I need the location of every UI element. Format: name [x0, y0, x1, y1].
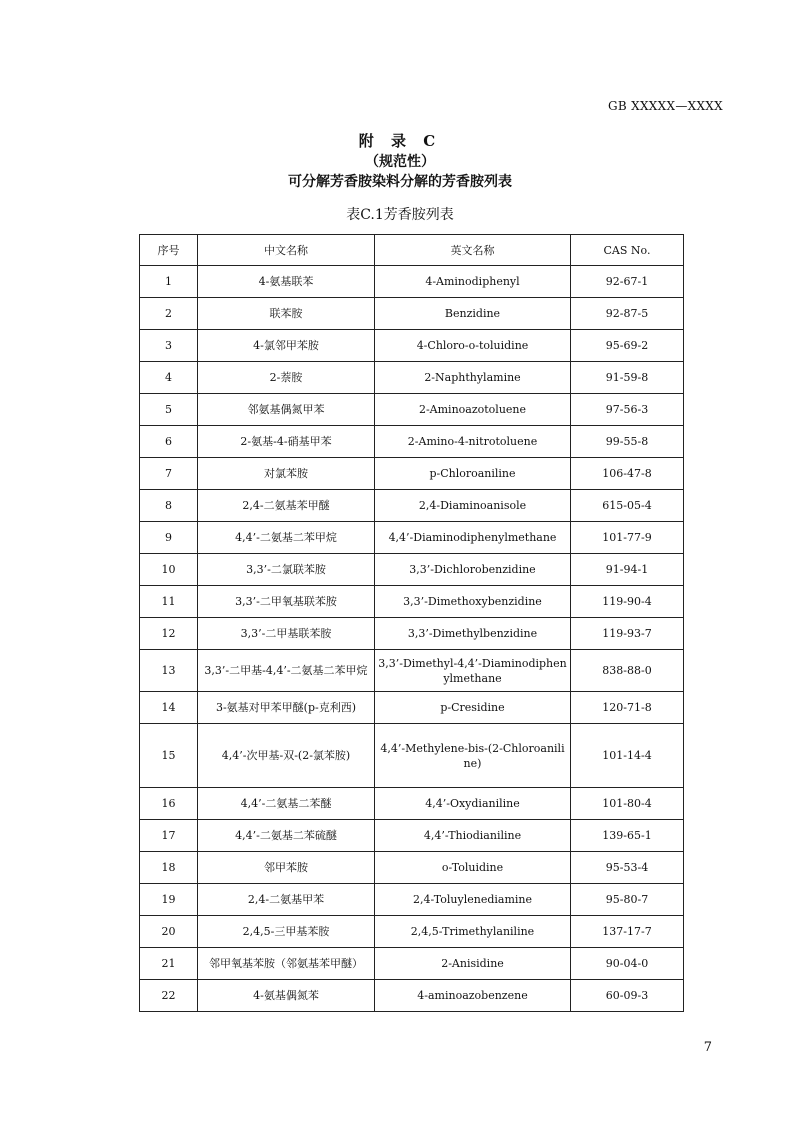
cell-no: 4	[140, 362, 198, 394]
cell-en-name: 3,3’-Dimethyl-4,4’-Diaminodiphenylmethane	[375, 650, 571, 692]
cell-cn-name: 联苯胺	[198, 298, 375, 330]
page-number: 7	[703, 1040, 712, 1055]
cell-cn-name: 4,4’-次甲基-双-(2-氯苯胺)	[198, 724, 375, 788]
cell-cn-name: 2-氨基-4-硝基甲苯	[198, 426, 375, 458]
cell-cas: 92-67-1	[571, 266, 684, 298]
cell-cas: 120-71-8	[571, 692, 684, 724]
appendix-type: （规范性）	[365, 154, 435, 170]
table-row	[140, 980, 684, 1012]
column-header-en-name: 英文名称	[375, 235, 571, 266]
cell-en-name: 4-aminoazobenzene	[375, 980, 571, 1012]
cell-cn-name: 3,3’-二氯联苯胺	[198, 554, 375, 586]
table-row	[140, 522, 684, 554]
cell-cas: 838-88-0	[571, 650, 684, 692]
cell-cn-name: 2,4-二氨基苯甲醚	[198, 490, 375, 522]
cell-no: 20	[140, 916, 198, 948]
column-header-no: 序号	[140, 235, 198, 266]
cell-cn-name: 3-氨基对甲苯甲醚(p-克利西)	[198, 692, 375, 724]
cell-no: 12	[140, 618, 198, 650]
column-header-cn-name: 中文名称	[198, 235, 375, 266]
cell-no: 9	[140, 522, 198, 554]
cell-en-name: 4,4’-Methylene-bis-(2-Chloroaniline)	[375, 724, 571, 788]
table-row	[140, 852, 684, 884]
table-row	[140, 820, 684, 852]
cell-no: 5	[140, 394, 198, 426]
cell-no: 3	[140, 330, 198, 362]
table-row	[140, 618, 684, 650]
cell-cn-name: 4,4’-二氨基二苯醚	[198, 788, 375, 820]
cell-cas: 137-17-7	[571, 916, 684, 948]
cell-cn-name: 2-萘胺	[198, 362, 375, 394]
cell-en-name: 4,4’-Diaminodiphenylmethane	[375, 522, 571, 554]
cell-en-name: 4-Aminodiphenyl	[375, 266, 571, 298]
table-row	[140, 692, 684, 724]
cell-cn-name: 4-氨基联苯	[198, 266, 375, 298]
table-row	[140, 884, 684, 916]
cell-en-name: 2-Anisidine	[375, 948, 571, 980]
cell-no: 15	[140, 724, 198, 788]
cell-en-name: o-Toluidine	[375, 852, 571, 884]
cell-cas: 95-80-7	[571, 884, 684, 916]
column-header-cas: CAS No.	[571, 235, 684, 266]
table-row	[140, 458, 684, 490]
cell-cn-name: 4,4’-二氨基二苯硫醚	[198, 820, 375, 852]
cell-cn-name: 4,4’-二氨基二苯甲烷	[198, 522, 375, 554]
cell-en-name: 2,4-Diaminoanisole	[375, 490, 571, 522]
table-row	[140, 916, 684, 948]
cell-cas: 101-80-4	[571, 788, 684, 820]
table-row	[140, 298, 684, 330]
cell-cas: 91-59-8	[571, 362, 684, 394]
cell-no: 14	[140, 692, 198, 724]
cell-cas: 95-69-2	[571, 330, 684, 362]
cell-en-name: Benzidine	[375, 298, 571, 330]
cell-cn-name: 3,3’-二甲氧基联苯胺	[198, 586, 375, 618]
cell-cn-name: 邻氨基偶氮甲苯	[198, 394, 375, 426]
cell-no: 1	[140, 266, 198, 298]
table-row	[140, 426, 684, 458]
cell-cn-name: 3,3’-二甲基联苯胺	[198, 618, 375, 650]
cell-cas: 101-77-9	[571, 522, 684, 554]
cell-no: 13	[140, 650, 198, 692]
standard-code: GB XXXXX—XXXX	[607, 99, 723, 113]
cell-no: 8	[140, 490, 198, 522]
cell-cn-name: 邻甲苯胺	[198, 852, 375, 884]
cell-en-name: 2,4,5-Trimethylaniline	[375, 916, 571, 948]
cell-en-name: 2,4-Toluylenediamine	[375, 884, 571, 916]
cell-no: 22	[140, 980, 198, 1012]
cell-no: 17	[140, 820, 198, 852]
cell-cn-name: 2,4,5-三甲基苯胺	[198, 916, 375, 948]
cell-cas: 95-53-4	[571, 852, 684, 884]
cell-no: 11	[140, 586, 198, 618]
cell-cas: 119-90-4	[571, 586, 684, 618]
table-row	[140, 266, 684, 298]
cell-en-name: 4,4’-Oxydianiline	[375, 788, 571, 820]
cell-no: 2	[140, 298, 198, 330]
cell-cas: 615-05-4	[571, 490, 684, 522]
appendix-heading: 可分解芳香胺染料分解的芳香胺列表	[288, 174, 512, 190]
cell-cas: 139-65-1	[571, 820, 684, 852]
table-row	[140, 362, 684, 394]
table-row	[140, 554, 684, 586]
cell-cas: 119-93-7	[571, 618, 684, 650]
cell-en-name: 2-Naphthylamine	[375, 362, 571, 394]
cell-no: 16	[140, 788, 198, 820]
cell-cn-name: 邻甲氧基苯胺（邻氨基苯甲醚）	[198, 948, 375, 980]
cell-en-name: p-Chloroaniline	[375, 458, 571, 490]
table-row	[140, 724, 684, 788]
cell-cn-name: 2,4-二氨基甲苯	[198, 884, 375, 916]
cell-en-name: 2-Amino-4-nitrotoluene	[375, 426, 571, 458]
cell-cas: 60-09-3	[571, 980, 684, 1012]
cell-en-name: p-Cresidine	[375, 692, 571, 724]
appendix-title: 附 录 C	[358, 132, 442, 150]
cell-en-name: 4,4’-Thiodianiline	[375, 820, 571, 852]
cell-no: 10	[140, 554, 198, 586]
cell-cas: 92-87-5	[571, 298, 684, 330]
table-row	[140, 788, 684, 820]
cell-no: 7	[140, 458, 198, 490]
table-caption: 表C.1芳香胺列表	[346, 207, 454, 223]
cell-en-name: 3,3’-Dimethoxybenzidine	[375, 586, 571, 618]
cell-en-name: 2-Aminoazotoluene	[375, 394, 571, 426]
cell-no: 19	[140, 884, 198, 916]
cell-cn-name: 4-氯邻甲苯胺	[198, 330, 375, 362]
cell-cn-name: 4-氨基偶氮苯	[198, 980, 375, 1012]
cell-en-name: 3,3’-Dichlorobenzidine	[375, 554, 571, 586]
cell-no: 21	[140, 948, 198, 980]
cell-cas: 106-47-8	[571, 458, 684, 490]
cell-en-name: 4-Chloro-o-toluidine	[375, 330, 571, 362]
table-row	[140, 394, 684, 426]
table-header-row	[140, 235, 684, 266]
cell-cas: 91-94-1	[571, 554, 684, 586]
aromatic-amine-table	[139, 234, 684, 1012]
table-row	[140, 948, 684, 980]
cell-cas: 97-56-3	[571, 394, 684, 426]
cell-cas: 90-04-0	[571, 948, 684, 980]
table-row	[140, 586, 684, 618]
cell-no: 18	[140, 852, 198, 884]
table-row	[140, 330, 684, 362]
cell-no: 6	[140, 426, 198, 458]
cell-cn-name: 对氯苯胺	[198, 458, 375, 490]
cell-cas: 99-55-8	[571, 426, 684, 458]
cell-cas: 101-14-4	[571, 724, 684, 788]
table-row	[140, 490, 684, 522]
cell-en-name: 3,3’-Dimethylbenzidine	[375, 618, 571, 650]
cell-cn-name: 3,3’-二甲基-4,4’-二氨基二苯甲烷	[198, 650, 375, 692]
table-row	[140, 650, 684, 692]
